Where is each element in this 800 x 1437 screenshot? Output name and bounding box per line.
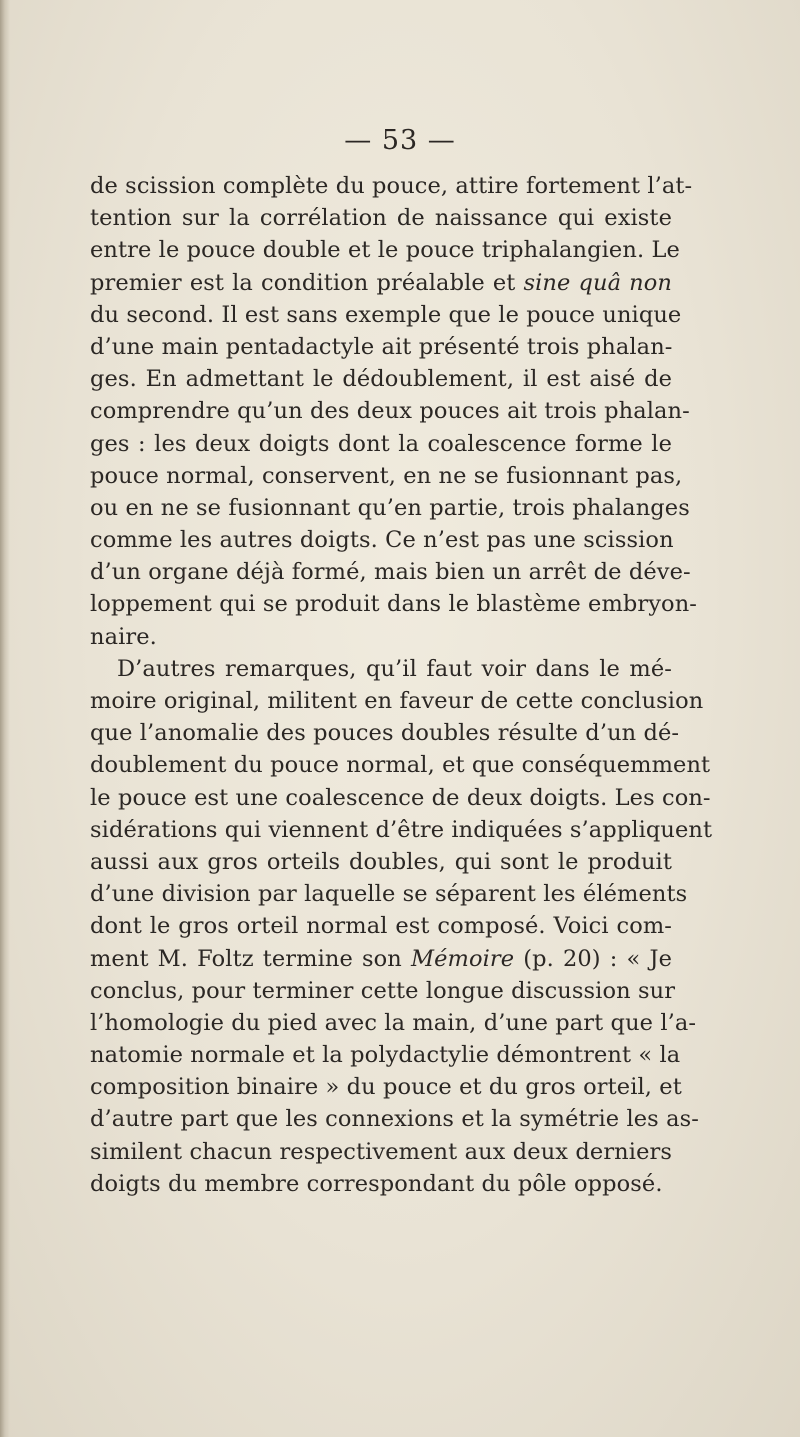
text-segment: comme les autres doigts. Ce n’est pas une scission (90, 527, 674, 554)
text-line (90, 1071, 682, 1103)
italic-text: Mémoire (410, 945, 515, 972)
text-line (90, 460, 683, 492)
italic-text: sine quâ non (523, 269, 673, 296)
text-segment: doigts du membre correspondant du pôle opposé. (90, 1170, 663, 1197)
text-segment: ges : les deux doigts dont la coalescence forme le (90, 430, 672, 457)
text-line (90, 588, 697, 620)
text-segment: que l’anomalie des pouces doubles résulte d’un dé- (90, 720, 680, 747)
text-segment: pouce normal, conservent, en ne se fusionnant pas, (90, 462, 683, 489)
text-segment: le pouce est une coalescence de deux doigts. Les con- (90, 784, 711, 811)
text-line (90, 556, 691, 588)
text-line (90, 1136, 672, 1168)
text-segment: D’autres remarques, qu’il faut voir dans le mé- (117, 655, 672, 682)
text-segment: naire. (90, 623, 157, 650)
text-segment: composition binaire » du pouce et du gros orteil, et (90, 1074, 682, 1101)
text-line (90, 331, 672, 363)
text-line (90, 910, 672, 942)
text-segment: d’autre part que les connexions et la symétrie les as- (90, 1106, 699, 1133)
text-line (90, 717, 680, 749)
text-line (90, 878, 688, 910)
text-segment: ment M. Foltz termine son (90, 945, 411, 972)
page-binding-edge (0, 0, 10, 1437)
text-line (90, 621, 672, 653)
text-segment: doublement du pouce normal, et que conséquemment (90, 752, 711, 779)
text-segment: ou en ne se fusionnant qu’en partie, trois phalanges (90, 494, 690, 521)
text-line (90, 975, 676, 1007)
text-line (90, 1103, 699, 1135)
text-segment: dont le gros orteil normal est composé. Voici com- (90, 913, 672, 940)
text-segment: moire original, militent en faveur de cette conclusion (90, 688, 704, 714)
text-segment: (p. 20) : « Je (514, 945, 672, 972)
text-line (90, 1007, 697, 1039)
page-number: — 53 — (344, 125, 456, 156)
text-line (90, 492, 690, 524)
text-segment: du second. Il est sans exemple que le pouce unique (90, 301, 682, 328)
text-line (90, 943, 672, 975)
text-segment: d’une main pentadactyle ait présenté trois phalan- (90, 333, 673, 360)
text-line (90, 1039, 681, 1071)
text-line (90, 170, 693, 202)
text-segment: conclus, pour terminer cette longue discussion sur (90, 977, 676, 1004)
text-segment: aussi aux gros orteils doubles, qui sont le produit (90, 848, 672, 875)
text-segment: comprendre qu’un des deux pouces ait trois phalan- (90, 398, 690, 425)
text-segment: ges. En admettant le dédoublement, il est aisé de (90, 366, 672, 393)
text-line (90, 653, 672, 685)
text-segment: l’homologie du pied avec la main, d’une part que l’a- (90, 1009, 697, 1036)
text-segment: premier est la condition préalable et (90, 269, 524, 296)
text-segment: similent chacun respectivement aux deux derniers (90, 1138, 672, 1165)
text-line (90, 846, 672, 878)
text-line (90, 782, 711, 814)
text-line (90, 1168, 672, 1200)
text-line (90, 299, 682, 331)
body-text (90, 170, 713, 1200)
text-segment: sidérations qui viennent d’être indiquées s’appliquent (90, 816, 713, 843)
text-line (90, 814, 713, 846)
text-segment: natomie normale et la polydactylie démontrent « la (90, 1042, 681, 1069)
text-line (90, 395, 690, 427)
text-segment: loppement qui se produit dans le blastème embryon- (90, 591, 697, 618)
text-line (90, 524, 672, 556)
text-line (90, 234, 680, 266)
text-line (90, 267, 672, 299)
text-line (90, 363, 672, 395)
text-segment: tention sur la corrélation de naissance qui existe (90, 205, 672, 232)
text-line (90, 202, 672, 234)
text-segment: de scission complète du pouce, attire fortement l’at- (90, 173, 693, 199)
text-line (90, 749, 711, 781)
text-segment: d’un organe déjà formé, mais bien un arrêt de déve- (90, 559, 691, 586)
text-segment: d’une division par laquelle se séparent les éléments (90, 881, 688, 908)
text-line (90, 428, 672, 460)
text-segment: entre le pouce double et le pouce triphalangien. Le (90, 237, 680, 264)
text-line (90, 685, 704, 717)
